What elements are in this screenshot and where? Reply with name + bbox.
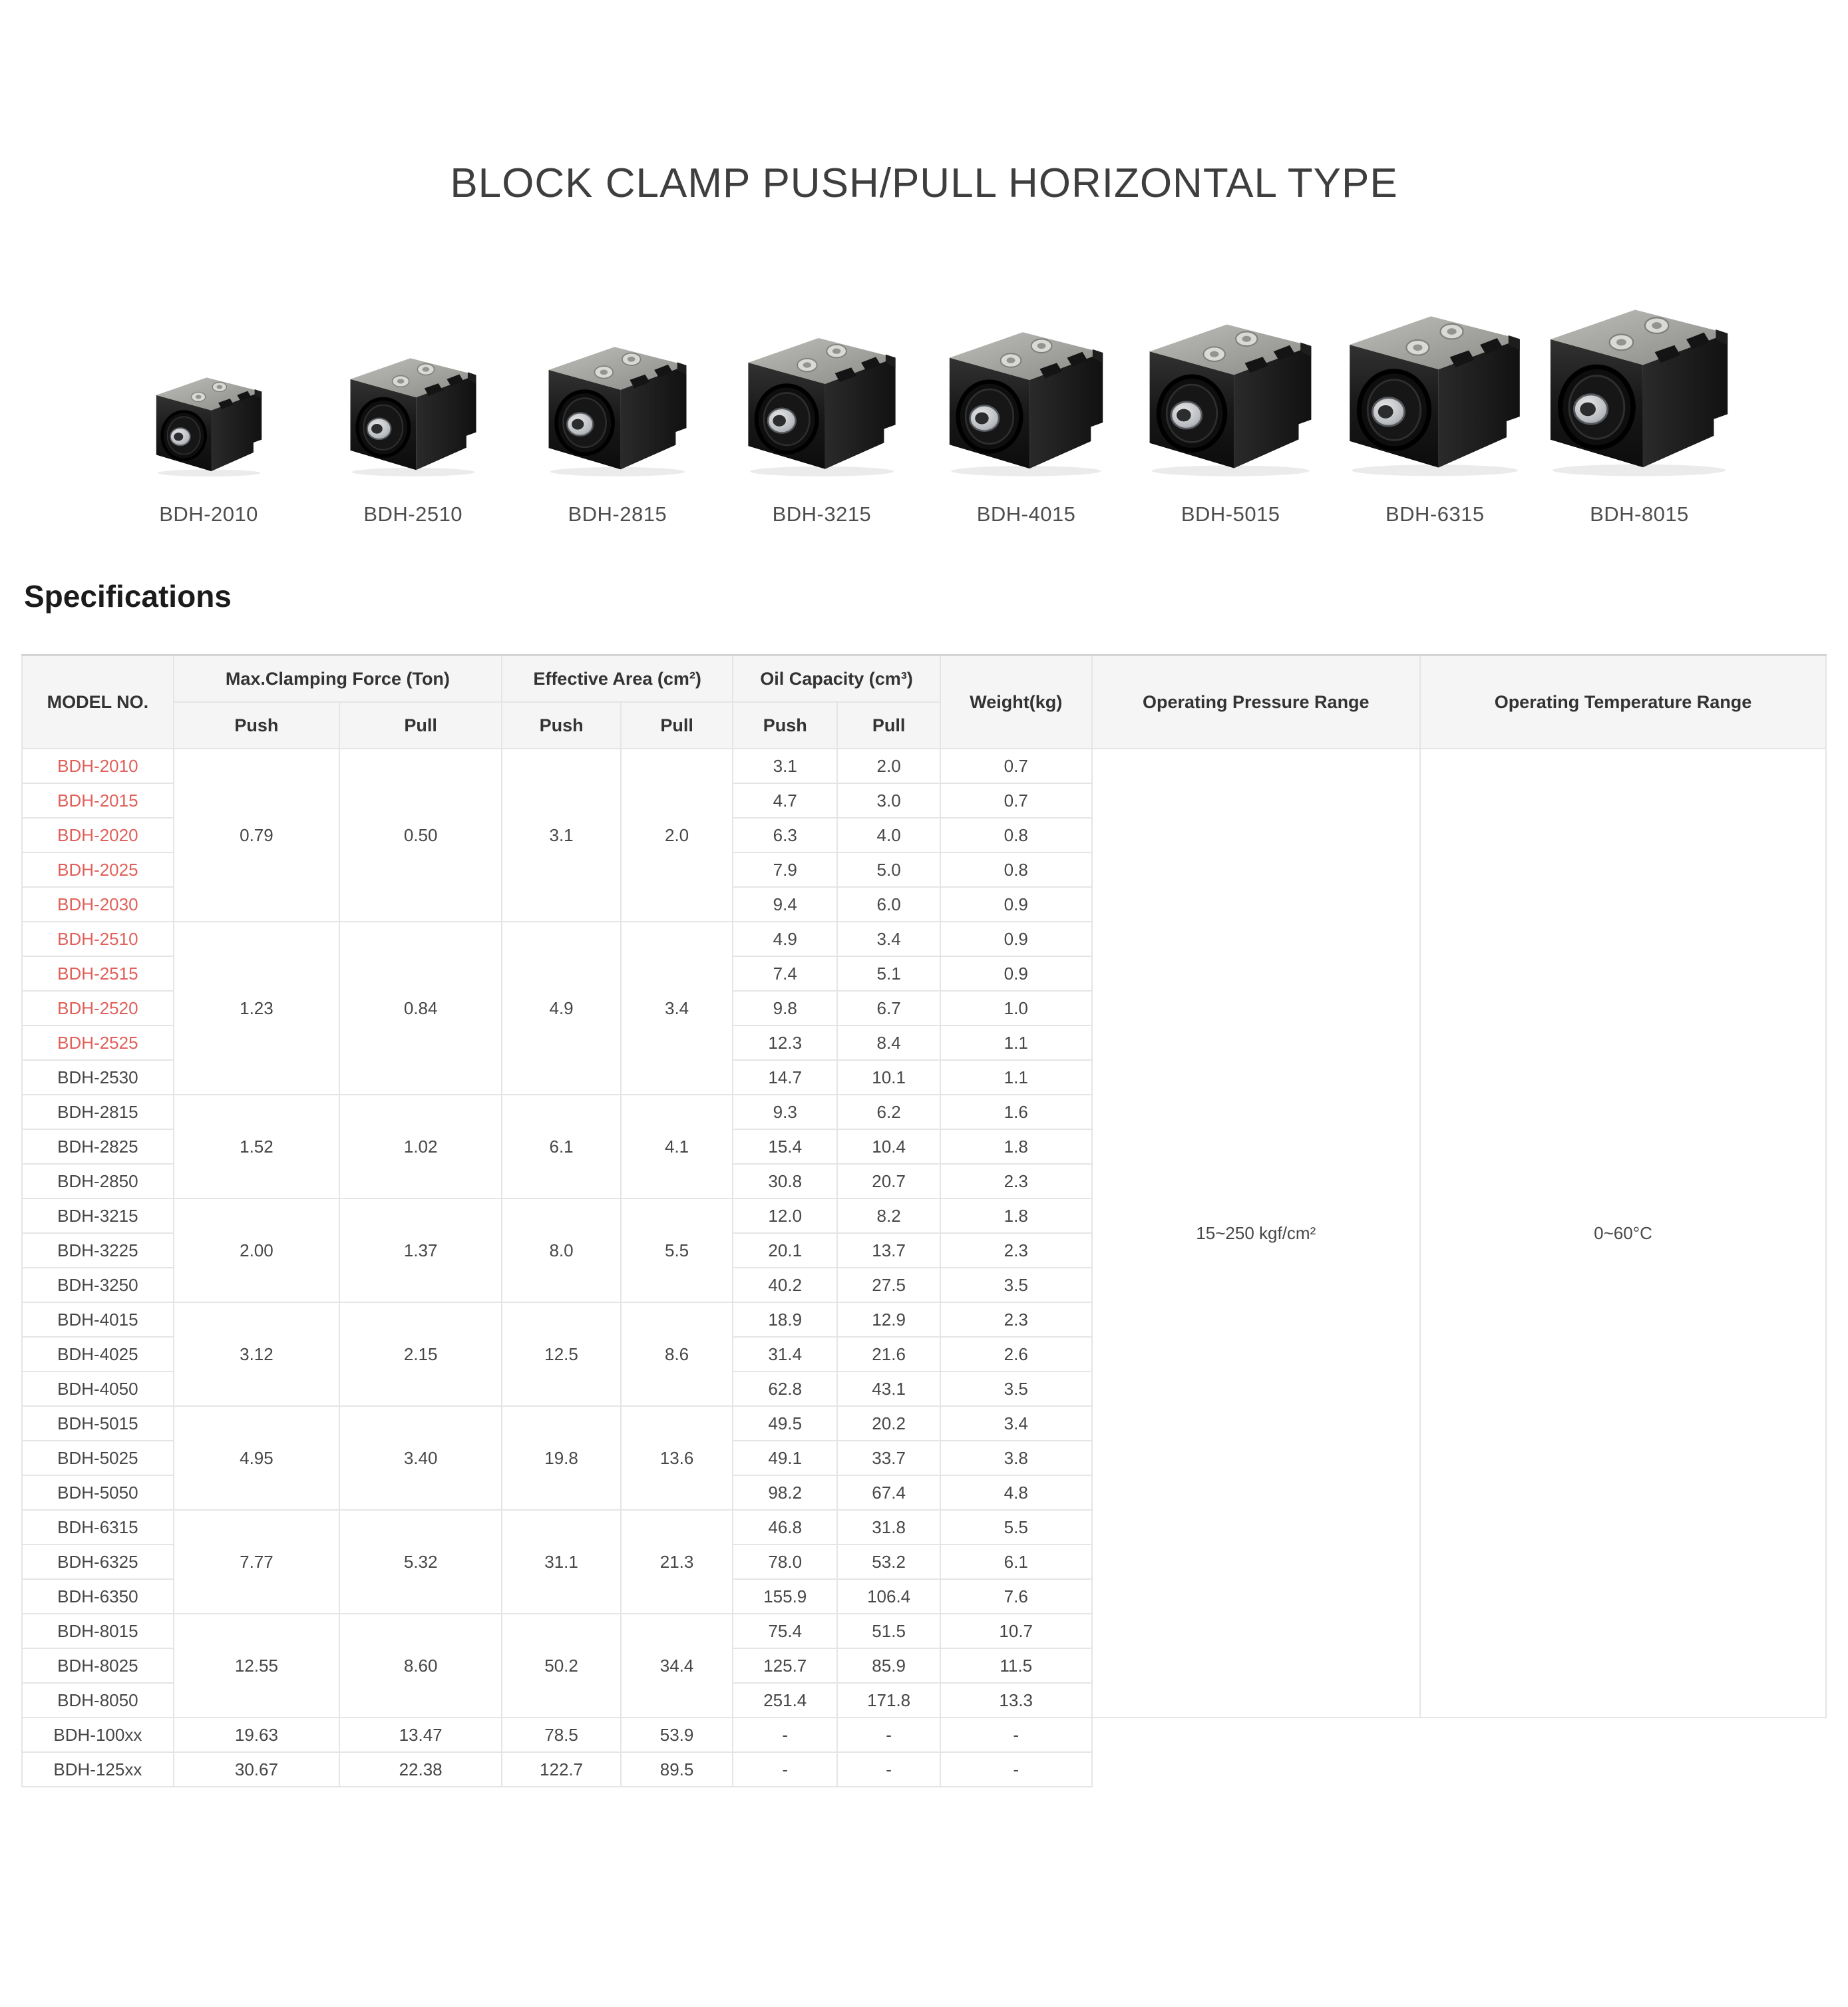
model-cell: BDH-2515 [22, 956, 174, 991]
header-operating-pressure: Operating Pressure Range [1092, 655, 1420, 749]
oil-push-cell: 18.9 [733, 1302, 837, 1337]
model-cell: BDH-2520 [22, 991, 174, 1025]
model-cell: BDH-2825 [22, 1129, 174, 1164]
oil-push-cell: 7.4 [733, 956, 837, 991]
oil-pull-cell: 27.5 [837, 1268, 940, 1302]
oil-push-cell: 31.4 [733, 1337, 837, 1371]
oil-push-cell: 30.8 [733, 1164, 837, 1198]
area-pull-cell: 21.3 [621, 1510, 733, 1614]
model-cell: BDH-6325 [22, 1545, 174, 1579]
oil-push-cell: 125.7 [733, 1648, 837, 1683]
weight-cell: 1.1 [940, 1025, 1092, 1060]
model-cell: BDH-5015 [22, 1406, 174, 1441]
weight-cell: 3.4 [940, 1406, 1092, 1441]
model-cell: BDH-2525 [22, 1025, 174, 1060]
header-oil-pull: Pull [837, 702, 940, 749]
weight-cell: 5.5 [940, 1510, 1092, 1545]
area-push-cell: 6.1 [502, 1095, 621, 1198]
header-clamping-force: Max.Clamping Force (Ton) [174, 655, 502, 703]
weight-cell: - [940, 1718, 1092, 1752]
oil-push-cell: 9.8 [733, 991, 837, 1025]
oil-pull-cell: - [837, 1718, 940, 1752]
oil-pull-cell: 20.2 [837, 1406, 940, 1441]
weight-cell: 3.5 [940, 1268, 1092, 1302]
force-push-cell: 0.79 [174, 749, 339, 922]
weight-cell: 10.7 [940, 1614, 1092, 1648]
model-cell: BDH-2510 [22, 922, 174, 956]
force-push-cell: 7.77 [174, 1510, 339, 1614]
clamp-block-image [740, 320, 904, 477]
model-cell: BDH-8015 [22, 1614, 174, 1648]
header-area-push: Push [502, 702, 621, 749]
area-pull-cell: 53.9 [621, 1718, 733, 1752]
product-label: BDH-2510 [363, 502, 463, 526]
oil-pull-cell: 171.8 [837, 1683, 940, 1718]
oil-push-cell: 6.3 [733, 818, 837, 852]
product-item [311, 343, 515, 526]
force-pull-cell: 2.15 [339, 1302, 502, 1406]
product-item [1333, 295, 1537, 526]
weight-cell: 0.9 [940, 887, 1092, 922]
force-pull-cell: 1.02 [339, 1095, 502, 1198]
product-item [1129, 305, 1333, 526]
clamp-block-image [541, 330, 694, 477]
model-cell: BDH-2020 [22, 818, 174, 852]
oil-push-cell: 49.5 [733, 1406, 837, 1441]
weight-cell: 2.3 [940, 1164, 1092, 1198]
model-cell: BDH-8050 [22, 1683, 174, 1718]
model-cell: BDH-3250 [22, 1268, 174, 1302]
clamp-block-image [941, 313, 1111, 477]
oil-push-cell: 7.9 [733, 852, 837, 887]
area-push-cell: 3.1 [502, 749, 621, 922]
oil-pull-cell: - [837, 1752, 940, 1787]
force-pull-cell: 0.84 [339, 922, 502, 1095]
oil-push-cell: - [733, 1718, 837, 1752]
area-push-cell: 4.9 [502, 922, 621, 1095]
oil-push-cell: 9.3 [733, 1095, 837, 1129]
oil-pull-cell: 85.9 [837, 1648, 940, 1683]
model-cell: BDH-3215 [22, 1198, 174, 1233]
table-row [22, 1718, 1826, 1752]
model-cell: BDH-5025 [22, 1441, 174, 1475]
oil-pull-cell: 3.0 [837, 783, 940, 818]
area-pull-cell: 13.6 [621, 1406, 733, 1510]
product-label: BDH-6315 [1385, 502, 1485, 526]
model-cell: BDH-3225 [22, 1233, 174, 1268]
oil-push-cell: 15.4 [733, 1129, 837, 1164]
header-weight: Weight(kg) [940, 655, 1092, 749]
area-pull-cell: 2.0 [621, 749, 733, 922]
table-row [22, 749, 1826, 783]
force-pull-cell: 3.40 [339, 1406, 502, 1510]
oil-pull-cell: 2.0 [837, 749, 940, 783]
model-cell: BDH-5050 [22, 1475, 174, 1510]
weight-cell: 0.7 [940, 749, 1092, 783]
clamp-block-image [1541, 288, 1738, 477]
spec-table-body [22, 749, 1826, 1787]
weight-cell: 0.8 [940, 818, 1092, 852]
force-pull-cell: 8.60 [339, 1614, 502, 1718]
weight-cell: 2.3 [940, 1233, 1092, 1268]
header-area-pull: Pull [621, 702, 733, 749]
weight-cell: 0.7 [940, 783, 1092, 818]
header-force-push: Push [174, 702, 339, 749]
area-pull-cell: 8.6 [621, 1302, 733, 1406]
oil-pull-cell: 67.4 [837, 1475, 940, 1510]
model-cell: BDH-6315 [22, 1510, 174, 1545]
oil-pull-cell: 5.0 [837, 852, 940, 887]
oil-push-cell: 12.3 [733, 1025, 837, 1060]
header-oil-capacity: Oil Capacity (cm³) [733, 655, 940, 703]
products-row [0, 260, 1848, 526]
force-push-cell: 1.23 [174, 922, 339, 1095]
product-item [719, 320, 924, 526]
oil-pull-cell: 3.4 [837, 922, 940, 956]
area-push-cell: 31.1 [502, 1510, 621, 1614]
oil-push-cell: 3.1 [733, 749, 837, 783]
force-push-cell: 2.00 [174, 1198, 339, 1302]
oil-pull-cell: 8.4 [837, 1025, 940, 1060]
product-label: BDH-5015 [1181, 502, 1280, 526]
area-push-cell: 78.5 [502, 1718, 621, 1752]
oil-push-cell: 62.8 [733, 1371, 837, 1406]
model-cell: BDH-8025 [22, 1648, 174, 1683]
force-push-cell: 4.95 [174, 1406, 339, 1510]
weight-cell: 4.8 [940, 1475, 1092, 1510]
product-item [924, 313, 1129, 526]
weight-cell: 1.8 [940, 1129, 1092, 1164]
product-item [1537, 288, 1742, 526]
oil-pull-cell: 20.7 [837, 1164, 940, 1198]
force-push-cell: 19.63 [174, 1718, 339, 1752]
model-cell: BDH-4050 [22, 1371, 174, 1406]
operating-pressure-value: 15~250 kgf/cm² [1092, 749, 1420, 1718]
weight-cell: - [940, 1752, 1092, 1787]
operating-temperature-value: 0~60°C [1420, 749, 1826, 1718]
section-heading: Specifications [24, 579, 232, 614]
header-model-no: MODEL NO. [22, 655, 174, 749]
oil-push-cell: 4.7 [733, 783, 837, 818]
force-pull-cell: 22.38 [339, 1752, 502, 1787]
oil-pull-cell: 13.7 [837, 1233, 940, 1268]
oil-pull-cell: 106.4 [837, 1579, 940, 1614]
oil-pull-cell: 6.2 [837, 1095, 940, 1129]
weight-cell: 3.5 [940, 1371, 1092, 1406]
model-cell: BDH-2025 [22, 852, 174, 887]
product-item [515, 330, 719, 526]
header-force-pull: Pull [339, 702, 502, 749]
oil-pull-cell: 51.5 [837, 1614, 940, 1648]
oil-pull-cell: 33.7 [837, 1441, 940, 1475]
oil-push-cell: 14.7 [733, 1060, 837, 1095]
force-pull-cell: 13.47 [339, 1718, 502, 1752]
force-push-cell: 30.67 [174, 1752, 339, 1787]
model-cell: BDH-2530 [22, 1060, 174, 1095]
oil-push-cell: 40.2 [733, 1268, 837, 1302]
clamp-block-image [1141, 305, 1320, 477]
header-oil-push: Push [733, 702, 837, 749]
model-cell: BDH-100xx [22, 1718, 174, 1752]
product-label: BDH-4015 [976, 502, 1076, 526]
weight-cell: 1.0 [940, 991, 1092, 1025]
spec-table-head [22, 655, 1826, 749]
model-cell: BDH-2010 [22, 749, 174, 783]
oil-pull-cell: 12.9 [837, 1302, 940, 1337]
weight-cell: 3.8 [940, 1441, 1092, 1475]
area-pull-cell: 89.5 [621, 1752, 733, 1787]
area-push-cell: 8.0 [502, 1198, 621, 1302]
oil-pull-cell: 5.1 [837, 956, 940, 991]
weight-cell: 1.1 [940, 1060, 1092, 1095]
oil-pull-cell: 43.1 [837, 1371, 940, 1406]
table-header-row-1 [22, 655, 1826, 703]
weight-cell: 0.9 [940, 922, 1092, 956]
model-cell: BDH-2015 [22, 783, 174, 818]
model-cell: BDH-2850 [22, 1164, 174, 1198]
model-cell: BDH-4015 [22, 1302, 174, 1337]
oil-pull-cell: 21.6 [837, 1337, 940, 1371]
table-row [22, 1752, 1826, 1787]
model-cell: BDH-125xx [22, 1752, 174, 1787]
oil-pull-cell: 8.2 [837, 1198, 940, 1233]
product-label: BDH-2010 [159, 502, 258, 526]
model-cell: BDH-2030 [22, 887, 174, 922]
oil-push-cell: 12.0 [733, 1198, 837, 1233]
page-title: BLOCK CLAMP PUSH/PULL HORIZONTAL TYPE [450, 160, 1398, 206]
weight-cell: 2.3 [940, 1302, 1092, 1337]
oil-push-cell: 46.8 [733, 1510, 837, 1545]
oil-push-cell: 4.9 [733, 922, 837, 956]
area-push-cell: 122.7 [502, 1752, 621, 1787]
header-operating-temperature: Operating Temperature Range [1420, 655, 1826, 749]
force-pull-cell: 1.37 [339, 1198, 502, 1302]
force-push-cell: 12.55 [174, 1614, 339, 1718]
clamp-block-image [150, 365, 268, 477]
area-pull-cell: 3.4 [621, 922, 733, 1095]
force-push-cell: 1.52 [174, 1095, 339, 1198]
weight-cell: 6.1 [940, 1545, 1092, 1579]
oil-pull-cell: 6.7 [837, 991, 940, 1025]
model-cell: BDH-2815 [22, 1095, 174, 1129]
weight-cell: 1.6 [940, 1095, 1092, 1129]
oil-pull-cell: 31.8 [837, 1510, 940, 1545]
weight-cell: 13.3 [940, 1683, 1092, 1718]
model-cell: BDH-6350 [22, 1579, 174, 1614]
oil-pull-cell: 6.0 [837, 887, 940, 922]
area-pull-cell: 5.5 [621, 1198, 733, 1302]
oil-push-cell: 98.2 [733, 1475, 837, 1510]
force-pull-cell: 5.32 [339, 1510, 502, 1614]
area-push-cell: 12.5 [502, 1302, 621, 1406]
oil-push-cell: 155.9 [733, 1579, 837, 1614]
area-push-cell: 50.2 [502, 1614, 621, 1718]
oil-push-cell: 49.1 [733, 1441, 837, 1475]
force-push-cell: 3.12 [174, 1302, 339, 1406]
weight-cell: 0.9 [940, 956, 1092, 991]
force-pull-cell: 0.50 [339, 749, 502, 922]
area-pull-cell: 4.1 [621, 1095, 733, 1198]
area-pull-cell: 34.4 [621, 1614, 733, 1718]
oil-push-cell: - [733, 1752, 837, 1787]
product-label: BDH-2815 [568, 502, 667, 526]
oil-push-cell: 9.4 [733, 887, 837, 922]
specifications-table [21, 654, 1827, 1787]
weight-cell: 2.6 [940, 1337, 1092, 1371]
header-effective-area: Effective Area (cm²) [502, 655, 733, 703]
oil-pull-cell: 10.4 [837, 1129, 940, 1164]
model-cell: BDH-4025 [22, 1337, 174, 1371]
weight-cell: 0.8 [940, 852, 1092, 887]
weight-cell: 7.6 [940, 1579, 1092, 1614]
oil-pull-cell: 10.1 [837, 1060, 940, 1095]
oil-pull-cell: 4.0 [837, 818, 940, 852]
area-push-cell: 19.8 [502, 1406, 621, 1510]
oil-pull-cell: 53.2 [837, 1545, 940, 1579]
product-label: BDH-8015 [1590, 502, 1689, 526]
weight-cell: 11.5 [940, 1648, 1092, 1683]
oil-push-cell: 75.4 [733, 1614, 837, 1648]
weight-cell: 1.8 [940, 1198, 1092, 1233]
product-label: BDH-3215 [772, 502, 872, 526]
oil-push-cell: 78.0 [733, 1545, 837, 1579]
clamp-block-image [343, 343, 483, 477]
clamp-block-image [1340, 295, 1529, 477]
oil-push-cell: 251.4 [733, 1683, 837, 1718]
product-item [106, 365, 311, 526]
oil-push-cell: 20.1 [733, 1233, 837, 1268]
